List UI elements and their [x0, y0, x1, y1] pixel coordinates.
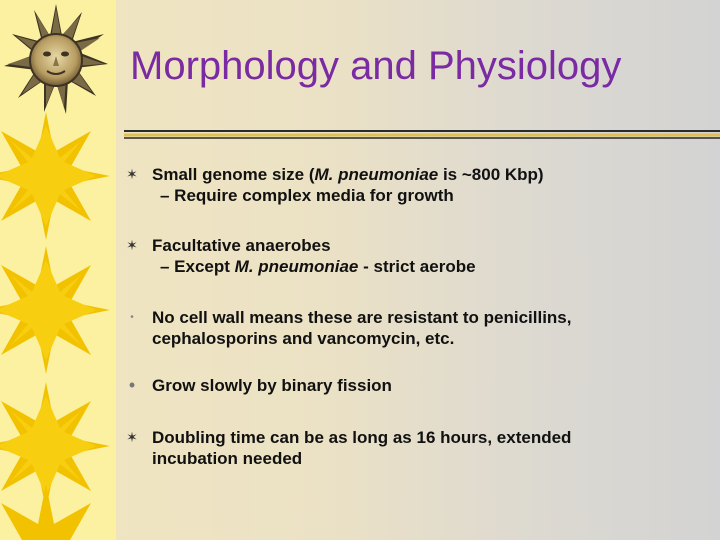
list-item: [152, 307, 572, 349]
sun-icon: [0, 484, 110, 540]
sun-icon: [0, 112, 110, 240]
list-item-text: Facultative anaerobes: [152, 236, 331, 255]
sun-icon: [0, 246, 110, 374]
list-item-text: No cell wall means these are resistant to penicillins,: [152, 308, 572, 327]
list-item-text: Doubling time can be as long as 16 hours, extended: [152, 428, 572, 447]
list-item: [152, 164, 544, 206]
bullet-marker: ✶: [126, 237, 138, 253]
list-item: [152, 375, 392, 396]
sun-icon: [0, 382, 110, 510]
list-item-text: cephalosporins and vancomycin, etc.: [152, 329, 455, 348]
sidebar-decoration: [0, 0, 116, 540]
bullet-marker: ✶: [126, 429, 138, 445]
list-subitem-text: – Require complex media for growth: [160, 186, 454, 205]
sun-face-icon: [4, 4, 108, 114]
list-item: [152, 427, 571, 469]
list-item-text: incubation needed: [152, 449, 303, 468]
bullet-marker: •: [130, 312, 134, 323]
list-item: [152, 235, 476, 277]
list-subitem-text: – Except M. pneumoniae - strict aerobe: [160, 257, 476, 276]
decorative-rule: [124, 128, 720, 144]
list-item-text: Grow slowly by binary fission: [152, 376, 392, 395]
list-item-text: Small genome size (M. pneumoniae is ~800 Kbp): [152, 165, 544, 184]
bullet-marker: •: [128, 375, 136, 395]
page-title: Morphology and Physiology: [130, 44, 622, 88]
sidebar-suns: [0, 0, 116, 540]
bullet-marker: ✶: [126, 166, 138, 182]
